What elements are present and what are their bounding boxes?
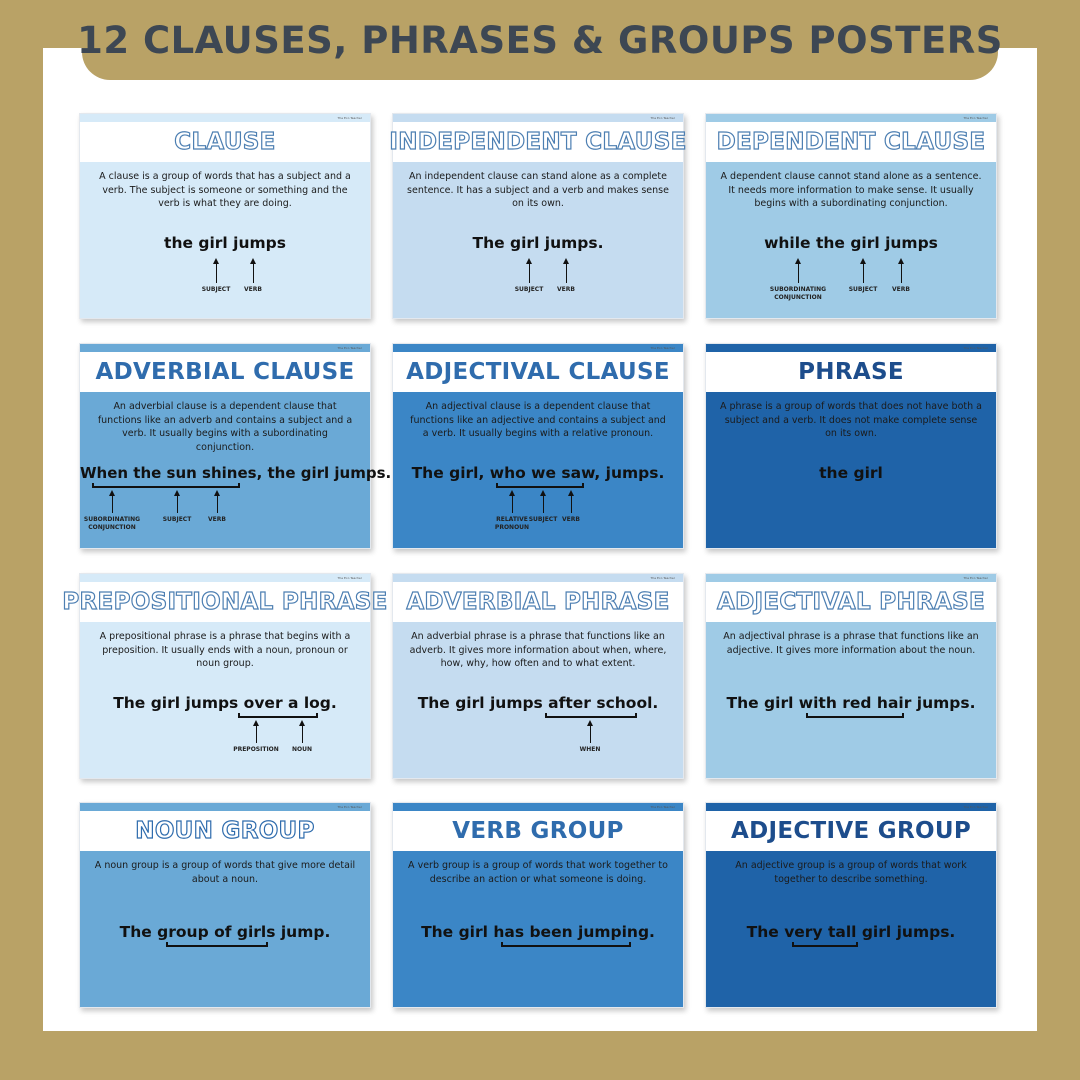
label-noun: NOUN [291,746,313,753]
poster-prepositional-phrase [62,573,388,779]
poster-example: The group of girls jump. [119,923,331,941]
poster-description: A prepositional phrase is a phrase that begins with a preposition. It usually ends with a noun, pronoun or noun group. [99,631,351,669]
poster-description: A noun group is a group of words that give more detail about a noun. [94,860,356,885]
brand-label: The Eco Teacher [337,346,362,350]
label-subordinating-conjunction: SUBORDINATING CONJUNCTION [83,516,141,531]
poster-adjectival-phrase [705,573,997,779]
poster-title: ADVERBIAL PHRASE [406,589,670,615]
poster-description: An independent clause can stand alone as a complete sentence. It has a subject and a verb and makes sense on its own. [407,171,669,209]
label-verb: VERB [208,516,226,523]
label-verb: VERB [562,516,580,523]
poster-adjectival-clause [392,343,684,549]
poster-example: while the girl jumps [764,234,938,252]
poster-adverbial-clause [79,343,392,549]
brand-label: The Eco Teacher [963,805,988,809]
poster-example: The girl jumps after school. [417,694,659,712]
page-title: 12 CLAUSES, PHRASES & GROUPS POSTERS [77,18,1003,62]
header-banner [77,0,1003,80]
poster-noun-group [79,802,371,1008]
label-subject: SUBJECT [514,286,544,293]
brand-label: The Eco Teacher [963,576,988,580]
poster-description: An adjective group is a group of words that work together to describe something. [735,860,967,885]
poster-example: The girl has been jumping. [421,923,655,941]
poster-title: NOUN GROUP [135,818,315,844]
poster-title: ADJECTIVE GROUP [731,818,971,844]
brand-label: The Eco Teacher [650,346,675,350]
poster-description: An adverbial phrase is a phrase that functions like an adverb. It gives more information about when, where, how, why, how often and to what extent. [409,631,667,669]
poster-example: the girl [819,464,883,482]
brand-label: The Eco Teacher [650,805,675,809]
label-subject: SUBJECT [162,516,192,523]
poster-independent-clause [389,113,687,319]
poster-title: CLAUSE [174,129,276,155]
brand-label: The Eco Teacher [650,116,675,120]
poster-description: A clause is a group of words that has a subject and a verb. The subject is someone or something and the verb is what they are doing. [99,171,351,209]
poster-title: ADJECTIVAL PHRASE [717,589,985,615]
poster-description: An adjectival phrase is a phrase that functions like an adjective. It gives more information about the noun. [723,631,979,656]
poster-clause [79,113,371,319]
label-relative-pronoun: RELATIVE PRONOUN [494,516,530,531]
poster-example: The girl with red hair jumps. [726,694,976,712]
label-subordinating-conjunction: SUBORDINATING CONJUNCTION [769,286,827,301]
poster-title: INDEPENDENT CLAUSE [389,129,687,155]
brand-label: The Eco Teacher [963,346,988,350]
brand-label: The Eco Teacher [650,576,675,580]
label-verb: VERB [557,286,575,293]
poster-description: An adverbial clause is a dependent clause that functions like an adverb and contains a subject and a verb. It usually begins with a subordinating conjunction. [97,401,353,453]
poster-title: PHRASE [798,359,904,385]
poster-verb-group [392,802,684,1008]
poster-dependent-clause [705,113,997,319]
poster-example: The girl, who we saw, jumps. [411,464,665,482]
poster-grid-panel [43,48,1037,1031]
poster-title: PREPOSITIONAL PHRASE [62,589,388,615]
poster-description: A verb group is a group of words that work together to describe an action or what someone is doing. [408,860,668,885]
label-verb: VERB [244,286,262,293]
label-verb: VERB [892,286,910,293]
poster-description: A phrase is a group of words that does not have both a subject and a verb. It does not make complete sense on its own. [720,401,982,439]
label-subject: SUBJECT [201,286,231,293]
poster-description: An adjectival clause is a dependent clause that functions like an adjective and contains a subject and a verb. It usually begins with a relative pronoun. [410,401,666,439]
label-subject: SUBJECT [848,286,878,293]
poster-example: The girl jumps. [472,234,604,252]
brand-label: The Eco Teacher [337,805,362,809]
poster-description: A dependent clause cannot stand alone as a sentence. It needs more information to make sense. It usually begins with a subordinating conjunction. [720,171,982,209]
brand-label: The Eco Teacher [337,576,362,580]
poster-adverbial-phrase [392,573,684,779]
label-subject: SUBJECT [528,516,558,523]
brand-label: The Eco Teacher [963,116,988,120]
poster-example: When the sun shines, the girl jumps. [80,464,392,482]
brand-label: The Eco Teacher [337,116,362,120]
label-preposition: PREPOSITION [233,746,279,753]
poster-title: DEPENDENT CLAUSE [716,129,986,155]
poster-title: ADVERBIAL CLAUSE [95,359,355,385]
poster-title: ADJECTIVAL CLAUSE [406,359,670,385]
poster-phrase [705,343,997,549]
label-when: WHEN [579,746,601,753]
poster-example: The very tall girl jumps. [746,923,956,941]
poster-title: VERB GROUP [452,818,624,844]
poster-example: the girl jumps [164,234,286,252]
poster-adjective-group [705,802,997,1008]
poster-example: The girl jumps over a log. [113,694,337,712]
